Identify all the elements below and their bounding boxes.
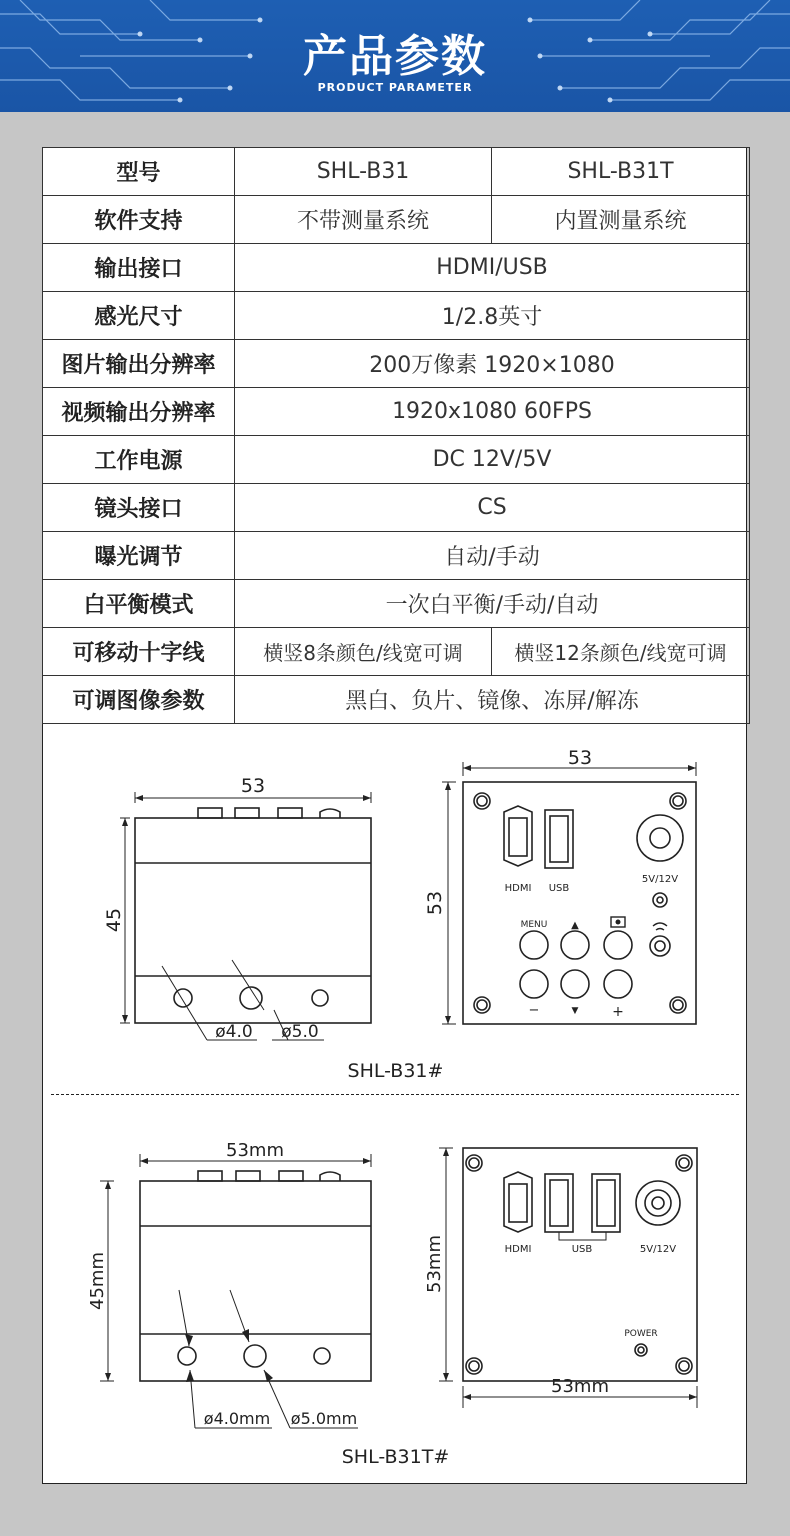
table-row	[43, 292, 750, 340]
table-row	[43, 484, 750, 532]
dimension-drawing-b31	[42, 748, 749, 1108]
header-label: 型号	[43, 148, 235, 196]
row-value: 200万像素 1920×1080	[235, 340, 750, 388]
table-row	[43, 436, 750, 484]
d2-power-label: 5V/12V	[639, 1244, 677, 1255]
d2-side-width: 53mm	[226, 1140, 284, 1161]
table-row	[43, 580, 750, 628]
caption-b31: SHL-B31#	[347, 1060, 444, 1082]
row-label: 曝光调节	[43, 532, 235, 580]
spec-sheet	[42, 147, 747, 1484]
d1-front-height: 53	[424, 890, 446, 916]
row-value: 一次白平衡/手动/自动	[235, 580, 750, 628]
d1-minus-label: −	[528, 1003, 540, 1018]
table-row	[43, 628, 750, 676]
d1-front-width: 53	[567, 748, 593, 769]
d1-hole2: ø5.0	[281, 1022, 319, 1042]
dimension-drawing-b31t	[42, 1138, 749, 1438]
model-col1: SHL-B31	[235, 148, 492, 196]
d1-side-width: 53	[240, 775, 266, 797]
d2-front-width: 53mm	[551, 1376, 609, 1397]
row-label: 镜头接口	[43, 484, 235, 532]
row-label: 工作电源	[43, 436, 235, 484]
model-col2: SHL-B31T	[492, 148, 750, 196]
d1-hdmi-label: HDMI	[504, 883, 532, 894]
d2-hdmi-label: HDMI	[504, 1244, 532, 1255]
row-value: 横竖8条颜色/线宽可调	[235, 628, 492, 676]
row-value: 黑白、负片、镜像、冻屏/解冻	[235, 676, 750, 724]
row-label: 感光尺寸	[43, 292, 235, 340]
table-row	[43, 388, 750, 436]
header-banner	[0, 0, 790, 112]
row-value: DC 12V/5V	[235, 436, 750, 484]
table-row	[43, 532, 750, 580]
d1-hole1: ø4.0	[215, 1022, 253, 1042]
row-value: 横竖12条颜色/线宽可调	[492, 628, 750, 676]
d2-side-height: 45mm	[87, 1252, 108, 1310]
row-label: 可调图像参数	[43, 676, 235, 724]
d2-power-button-label: POWER	[624, 1329, 658, 1339]
d1-menu-label: MENU	[520, 920, 548, 930]
caption-b31t: SHL-B31T#	[341, 1446, 450, 1468]
row-label: 视频输出分辨率	[43, 388, 235, 436]
row-label: 可移动十字线	[43, 628, 235, 676]
table-row	[43, 676, 750, 724]
row-value: 1920x1080 60FPS	[235, 388, 750, 436]
row-label: 输出接口	[43, 244, 235, 292]
d1-up-label: ▲	[571, 920, 579, 931]
row-value: HDMI/USB	[235, 244, 750, 292]
d2-hole2: ø5.0mm	[290, 1409, 358, 1428]
d1-plus-label: +	[612, 1004, 624, 1020]
d2-usb-label: USB	[571, 1244, 593, 1255]
table-row	[43, 340, 750, 388]
row-label: 软件支持	[43, 196, 235, 244]
d1-power-label: 5V/12V	[641, 874, 679, 885]
row-value: 内置测量系统	[492, 196, 750, 244]
d2-hole1: ø4.0mm	[203, 1409, 271, 1428]
spec-table	[42, 147, 750, 724]
row-value: 1/2.8英寸	[235, 292, 750, 340]
row-value: 不带测量系统	[235, 196, 492, 244]
d1-usb-label: USB	[548, 883, 570, 894]
banner-title: 产品参数	[303, 31, 487, 82]
d1-down-label: ▼	[571, 1006, 579, 1016]
row-value: 自动/手动	[235, 532, 750, 580]
table-header-row	[43, 148, 750, 196]
table-row	[43, 196, 750, 244]
row-label: 图片输出分辨率	[43, 340, 235, 388]
dashed-separator	[51, 1094, 739, 1095]
d1-side-height: 45	[103, 907, 125, 933]
banner-subtitle: PRODUCT PARAMETER	[317, 81, 473, 94]
d2-front-height: 53mm	[424, 1235, 445, 1293]
row-value: CS	[235, 484, 750, 532]
table-row	[43, 244, 750, 292]
row-label: 白平衡模式	[43, 580, 235, 628]
